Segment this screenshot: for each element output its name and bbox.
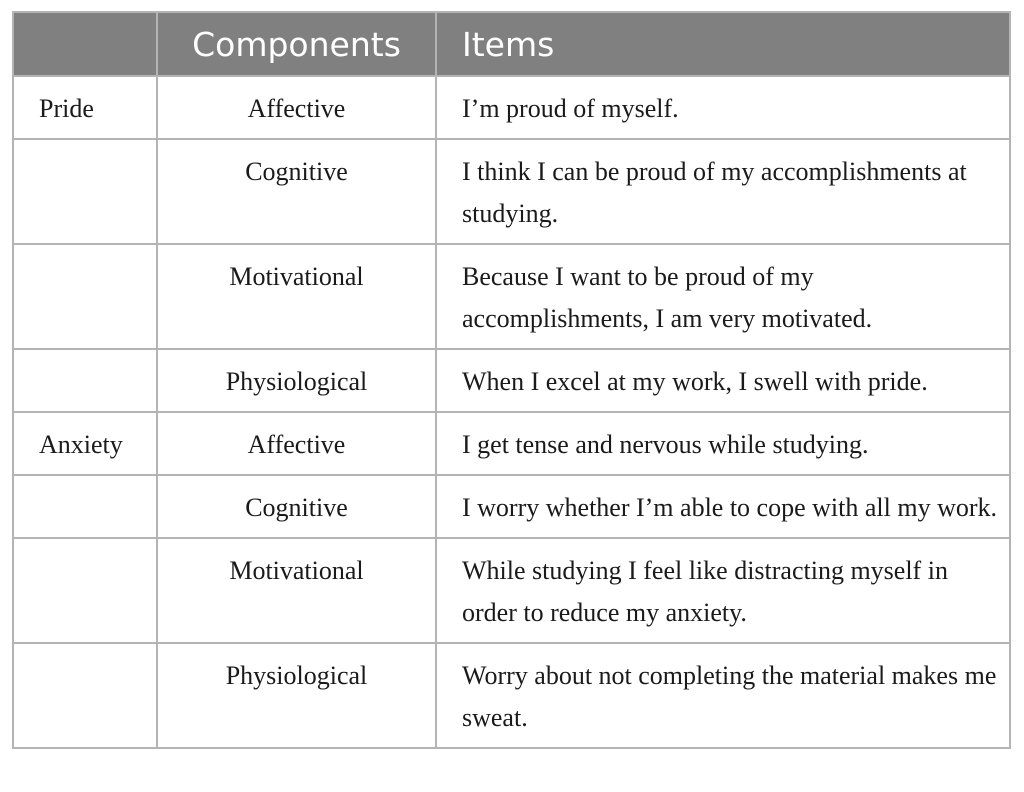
component-cell: Physiological (157, 643, 436, 748)
header-row (13, 12, 1010, 76)
table-row (13, 643, 1010, 748)
component-cell: Motivational (157, 244, 436, 349)
emotion-cell (13, 643, 157, 748)
emotion-cell: Anxiety (13, 412, 157, 475)
table-row (13, 244, 1010, 349)
component-cell: Cognitive (157, 475, 436, 538)
table-row (13, 538, 1010, 643)
header-items: Items (436, 12, 1010, 76)
item-cell: While studying I feel like distracting myself in order to reduce my anxiety. (436, 538, 1010, 643)
item-cell: I’m proud of myself. (436, 76, 1010, 139)
table-row (13, 412, 1010, 475)
component-cell: Affective (157, 412, 436, 475)
component-cell: Motivational (157, 538, 436, 643)
emotion-components-table (12, 11, 1009, 749)
item-cell: I think I can be proud of my accomplishments at studying. (436, 139, 1010, 244)
table-row (13, 475, 1010, 538)
emotion-cell (13, 139, 157, 244)
emotion-cell (13, 349, 157, 412)
header-emotion (13, 12, 157, 76)
item-cell: I worry whether I’m able to cope with all my work. (436, 475, 1010, 538)
header-components: Components (157, 12, 436, 76)
table (12, 11, 1011, 749)
emotion-cell: Pride (13, 76, 157, 139)
emotion-cell (13, 475, 157, 538)
item-cell: I get tense and nervous while studying. (436, 412, 1010, 475)
component-cell: Physiological (157, 349, 436, 412)
table-row (13, 76, 1010, 139)
item-cell: Because I want to be proud of my accomplishments, I am very motivated. (436, 244, 1010, 349)
item-cell: Worry about not completing the material makes me sweat. (436, 643, 1010, 748)
table-row (13, 349, 1010, 412)
component-cell: Affective (157, 76, 436, 139)
item-cell: When I excel at my work, I swell with pride. (436, 349, 1010, 412)
emotion-cell (13, 538, 157, 643)
table-row (13, 139, 1010, 244)
emotion-cell (13, 244, 157, 349)
component-cell: Cognitive (157, 139, 436, 244)
